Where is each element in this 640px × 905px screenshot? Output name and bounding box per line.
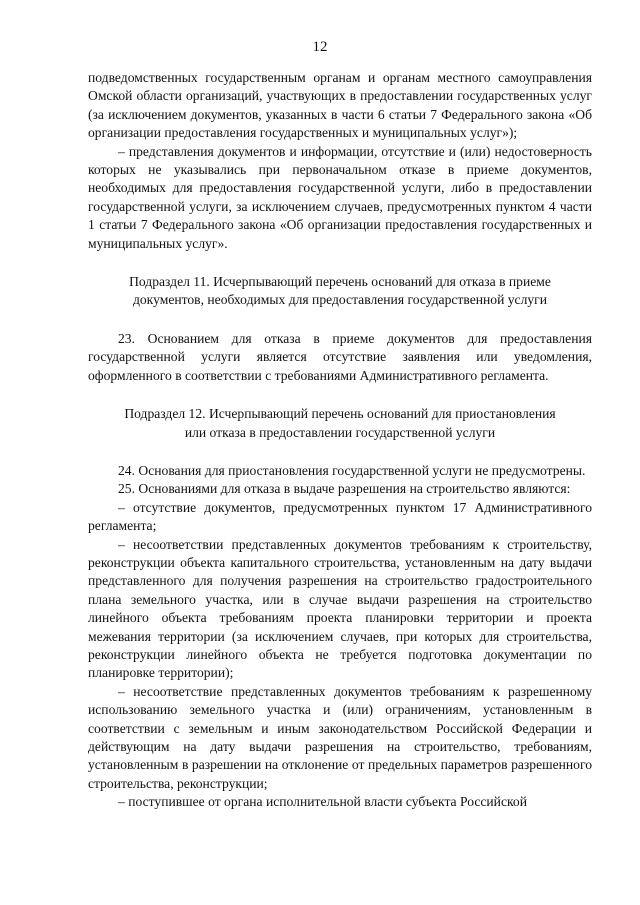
section-heading-11 — [88, 273, 592, 310]
page-content — [88, 69, 592, 812]
paragraph-list-item: – представления документов и информации, отсутствие и (или) недостоверность которых не указывались при первоначальном отказе в приеме документов, необходимых для предоставления государственной услуги, либо в предоставлении государственной услуги, за исключением случаев, предусмотренных пунктом 4 части 1 статьи 7 Федерального закона «Об организации предоставления государственных и муниципальных услуг». — [88, 143, 592, 251]
heading-line: документов, необходимых для предоставления государственной услуги — [132, 292, 548, 308]
paragraph-continuation: подведомственных государственным органам и органам местного самоуправления Омской области организаций, участвующих в предоставлении государственных услуг (за исключением документов, указанных в части 6 статьи 7 Федерального закона «Об организации предоставления государственных и муниципальных услуг»); — [88, 70, 592, 141]
paragraph-item-24: 24. Основания для приостановления государственной услуги не предусмотрены. — [118, 462, 586, 478]
heading-line: Подраздел 12. Исчерпывающий перечень оснований для приостановления — [124, 406, 556, 422]
paragraph-list-item: – несоответствии представленных документов требованиям к строительству, реконструкции объекта капитального строительства, установленным на дату выдачи представленного для получения разрешения на строительство градостроительного плана земельного участка, или в случае выдачи разрешения на строительство линейного объекта требованиям проекта планировки территории и проекта межевания территории (за исключением случаев, при которых для строительства, реконструкции линейного объекта не требуется подготовка документации по планировке территории); — [88, 536, 592, 681]
paragraph-list-item: – отсутствие документов, предусмотренных пунктом 17 Административного регламента; — [88, 499, 592, 534]
page-number: 12 — [312, 39, 328, 55]
heading-line: Подраздел 11. Исчерпывающий перечень оснований для отказа в приеме — [129, 274, 551, 290]
paragraph-item-23: 23. Основанием для отказа в приеме документов для предоставления государственной услуги является отсутствие заявления или уведомления, оформленного в соответствии с требованиями Административного регламента. — [88, 330, 592, 383]
heading-line: или отказа в предоставлении государственной услуги — [184, 424, 496, 440]
paragraph-list-item: – несоответствие представленных документов требованиям к разрешенному использованию земельного участка и (или) ограничениям, установленным в соответствии с земельным и иным законодательством Российской Федерации и действующим на дату выдачи разрешения на строительство, требованиям, установленным в разрешении на отклонение от предельных параметров разрешенного строительства, реконструкции; — [88, 683, 592, 791]
paragraph-item-25: 25. Основаниями для отказа в выдаче разрешения на строительство являются: — [118, 481, 571, 497]
paragraph-list-item: – поступившее от органа исполнительной власти субъекта Российской — [118, 794, 527, 810]
section-heading-12 — [88, 405, 592, 442]
